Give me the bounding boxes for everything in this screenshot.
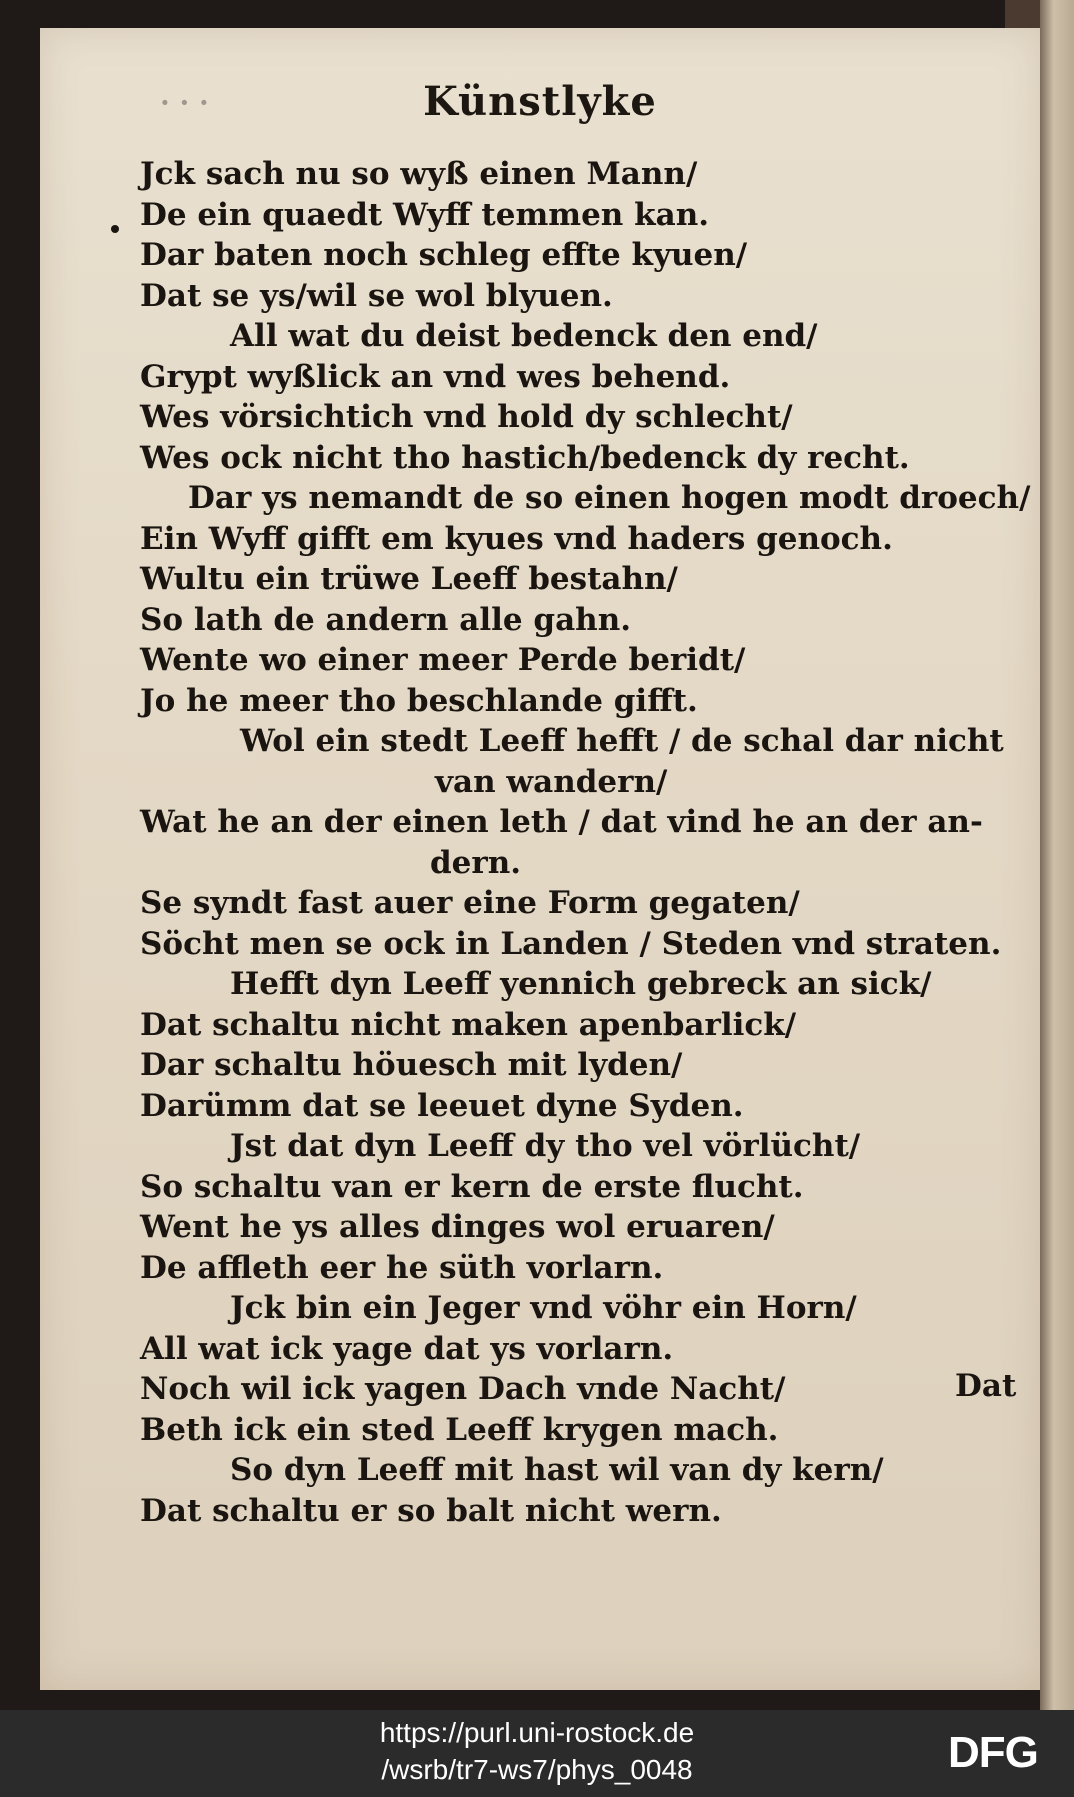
poem-text <box>140 154 1031 1531</box>
book-page <box>40 28 1040 1690</box>
text-line: Wultu ein trüwe Leeff bestahn/ <box>140 561 678 597</box>
text-line: Dat se ys/wil se wol blyuen. <box>140 277 613 314</box>
text-line: Jo he meer tho beschlande gifft. <box>140 682 698 719</box>
text-line: De ein quaedt Wyff temmen kan. <box>140 196 710 233</box>
text-line: Noch wil ick yagen Dach vnde Nacht/ <box>140 1371 786 1407</box>
catchword: Dat <box>955 1368 1017 1404</box>
text-line: De affleth eer he süth vorlarn. <box>140 1249 664 1286</box>
text-line: Wes vörsichtich vnd hold dy schlecht/ <box>140 399 793 435</box>
text-line: So schaltu van er kern de erste flucht. <box>140 1168 804 1205</box>
text-line: Dat schaltu nicht maken apenbarlick/ <box>140 1006 797 1043</box>
text-line: Jck bin ein Jeger vnd vöhr ein Horn/ <box>230 1290 857 1326</box>
text-line: Söcht men se ock in Landen / Steden vnd straten. <box>140 925 1002 962</box>
text-line: So dyn Leeff mit hast wil van dy kern/ <box>230 1452 884 1488</box>
text-line: Wes ock nicht tho hastich/bedenck dy recht. <box>140 439 910 476</box>
text-line: Grypt wyßlick an vnd wes behend. <box>140 358 731 395</box>
text-line: van wandern/ <box>435 763 668 800</box>
text-line: All wat ick yage dat ys vorlarn. <box>140 1330 674 1367</box>
text-line: Dar baten noch schleg effte kyuen/ <box>140 237 748 273</box>
text-line: Beth ick ein sted Leeff krygen mach. <box>140 1411 779 1448</box>
folio-mark: · · · <box>160 86 209 119</box>
running-head: Künstlyke <box>423 78 657 125</box>
text-line: Wat he an der einen leth / dat vind he an der an- <box>140 804 983 840</box>
binding-shadow <box>1005 0 1045 28</box>
url-line-1[interactable]: https://purl.uni-rostock.de <box>379 1717 695 1748</box>
text-line: Ein Wyff gifft em kyues vnd haders genoch. <box>140 520 893 557</box>
text-line: Dat schaltu er so balt nicht wern. <box>140 1492 722 1529</box>
text-line: Jck sach nu so wyß einen Mann/ <box>140 156 698 192</box>
url-line-2[interactable]: /wsrb/tr7-ws7/phys_0048 <box>381 1754 693 1785</box>
text-line: So lath de andern alle gahn. <box>140 601 632 638</box>
dfg-logo: DFG <box>948 1728 1038 1777</box>
text-line: Jst dat dyn Leeff dy tho vel vörlücht/ <box>230 1128 861 1164</box>
source-url[interactable] <box>0 1714 1074 1788</box>
text-line: Went he ys alles dinges wol eruaren/ <box>140 1209 775 1245</box>
text-line: Hefft dyn Leeff yennich gebreck an sick/ <box>230 966 932 1002</box>
text-line: dern. <box>430 844 522 881</box>
text-line: All wat du deist bedenck den end/ <box>230 318 818 354</box>
text-line: Dar schaltu höuesch mit lyden/ <box>140 1047 683 1083</box>
text-line: Darümm dat se leeuet dyne Syden. <box>140 1087 744 1124</box>
margin-dot <box>111 225 119 233</box>
adjacent-page-edge <box>1040 0 1074 1710</box>
text-line: Wol ein stedt Leeff hefft / de schal dar nicht <box>240 723 1004 759</box>
text-line: Dar ys nemandt de so einen hogen modt droech/ <box>188 480 1031 516</box>
text-line: Se syndt fast auer eine Form gegaten/ <box>140 885 800 921</box>
text-line: Wente wo einer meer Perde beridt/ <box>140 642 746 678</box>
